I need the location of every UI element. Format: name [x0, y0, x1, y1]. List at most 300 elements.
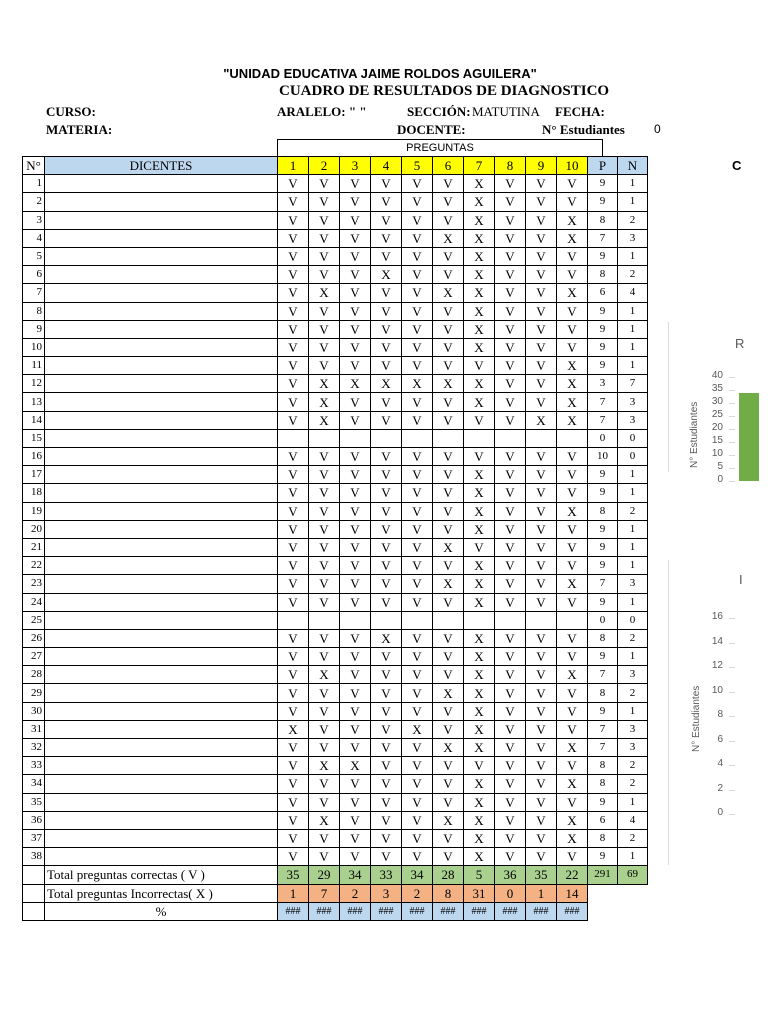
total-incorrect-cell: 1 [526, 884, 557, 902]
answer-cell: V [495, 393, 526, 411]
answer-cell: V [371, 848, 402, 866]
correct-count-cell: 9 [588, 793, 618, 811]
student-name-cell [45, 575, 278, 593]
chart2-ytick-label: 10 [711, 684, 723, 696]
answer-cell: V [495, 375, 526, 393]
answer-cell: V [309, 829, 340, 847]
answer-cell: V [402, 538, 433, 556]
answer-cell [495, 429, 526, 447]
chart-panel-results [668, 322, 768, 485]
answer-cell: V [526, 739, 557, 757]
answer-cell: V [309, 229, 340, 247]
answer-cell: X [557, 211, 588, 229]
table-row [23, 575, 648, 593]
answer-cell: X [557, 393, 588, 411]
preguntas-header: PREGUNTAS [277, 139, 603, 156]
answer-cell: V [278, 575, 309, 593]
answer-cell: V [278, 739, 309, 757]
answer-cell: X [464, 229, 495, 247]
student-name-cell [45, 338, 278, 356]
answer-cell: V [433, 593, 464, 611]
answer-cell: V [371, 302, 402, 320]
answer-cell: V [402, 357, 433, 375]
table-row [23, 702, 648, 720]
correct-count-cell: 3 [588, 375, 618, 393]
answer-cell: V [371, 702, 402, 720]
answer-cell: V [278, 302, 309, 320]
total-correct-cell: 22 [557, 866, 588, 884]
answer-cell: V [495, 848, 526, 866]
answer-cell: V [557, 320, 588, 338]
correct-count-cell: 8 [588, 211, 618, 229]
answer-cell: V [526, 175, 557, 193]
answer-cell: V [402, 448, 433, 466]
answer-cell: V [278, 811, 309, 829]
answer-cell: V [526, 593, 557, 611]
student-name-cell [45, 648, 278, 666]
answer-cell: V [340, 557, 371, 575]
answer-cell: V [278, 702, 309, 720]
answer-cell: X [433, 811, 464, 829]
answer-cell: V [278, 247, 309, 265]
table-row [23, 375, 648, 393]
total-incorrect-cell: 14 [557, 884, 588, 902]
row-number: 3 [23, 211, 45, 229]
total-incorrect-cell: 0 [495, 884, 526, 902]
answer-cell [340, 611, 371, 629]
answer-cell: V [433, 557, 464, 575]
answer-cell: V [371, 466, 402, 484]
row-number: 13 [23, 393, 45, 411]
answer-cell: V [340, 193, 371, 211]
answer-cell: X [464, 811, 495, 829]
incorrect-count-cell: 2 [618, 829, 648, 847]
answer-cell: V [433, 829, 464, 847]
percent-cell: ### [526, 902, 557, 920]
chart1-ytick-mark [729, 390, 735, 391]
percent-cell: ### [309, 902, 340, 920]
answer-cell: X [557, 284, 588, 302]
answer-cell: V [526, 811, 557, 829]
answer-cell: V [340, 502, 371, 520]
answer-cell [402, 611, 433, 629]
total-correct-n: 69 [618, 866, 648, 884]
incorrect-count-cell: 1 [618, 593, 648, 611]
table-row [23, 175, 648, 193]
answer-cell: V [371, 811, 402, 829]
question-header: 10 [557, 157, 588, 175]
answer-cell: V [340, 175, 371, 193]
answer-cell: V [557, 848, 588, 866]
answer-cell: V [340, 829, 371, 847]
chart2-ytick-label: 2 [717, 782, 723, 794]
answer-cell: V [278, 338, 309, 356]
answer-cell: V [526, 702, 557, 720]
student-name-cell [45, 357, 278, 375]
answer-cell: V [278, 284, 309, 302]
answer-cell: X [464, 593, 495, 611]
correct-count-cell: 9 [588, 466, 618, 484]
answer-cell: V [371, 557, 402, 575]
chart2-title: I [739, 572, 743, 587]
answer-cell: V [402, 775, 433, 793]
answer-cell: V [402, 247, 433, 265]
answer-cell: X [464, 684, 495, 702]
answer-cell: V [371, 648, 402, 666]
answer-cell: X [464, 175, 495, 193]
answer-cell: V [340, 211, 371, 229]
answer-cell: V [340, 247, 371, 265]
answer-cell: V [402, 302, 433, 320]
chart1-ytick-label: 5 [717, 461, 723, 472]
table-row [23, 302, 648, 320]
answer-cell: V [371, 411, 402, 429]
answer-cell: V [464, 357, 495, 375]
table-row [23, 338, 648, 356]
answer-cell: V [557, 557, 588, 575]
answer-cell: V [495, 720, 526, 738]
answer-cell: V [340, 811, 371, 829]
answer-cell: V [433, 302, 464, 320]
student-name-cell [45, 484, 278, 502]
chart1-ytick-label: 30 [711, 396, 723, 407]
answer-cell: X [464, 575, 495, 593]
table-row [23, 557, 648, 575]
answer-cell: V [371, 538, 402, 556]
answer-cell: V [402, 557, 433, 575]
correct-count-cell: 9 [588, 538, 618, 556]
answer-cell: X [557, 375, 588, 393]
chart2-ytick-mark [729, 618, 735, 619]
student-name-cell [45, 666, 278, 684]
chart-panel-incorrect [668, 560, 768, 865]
incorrect-count-cell: 0 [618, 429, 648, 447]
table-row [23, 320, 648, 338]
answer-cell: X [464, 193, 495, 211]
answer-cell: V [278, 211, 309, 229]
row-number: 31 [23, 720, 45, 738]
answer-cell: X [464, 793, 495, 811]
correct-count-cell: 9 [588, 175, 618, 193]
answer-cell: X [371, 266, 402, 284]
answer-cell: V [433, 484, 464, 502]
answer-cell [371, 429, 402, 447]
answer-cell: V [495, 338, 526, 356]
incorrect-count-cell: 2 [618, 211, 648, 229]
row-number: 30 [23, 702, 45, 720]
answer-cell: X [464, 829, 495, 847]
answer-cell: V [278, 502, 309, 520]
correct-count-cell: 8 [588, 757, 618, 775]
answer-cell: X [433, 739, 464, 757]
student-name-cell [45, 520, 278, 538]
row-number: 36 [23, 811, 45, 829]
student-name-cell [45, 684, 278, 702]
answer-cell: V [402, 520, 433, 538]
answer-cell [557, 429, 588, 447]
table-row [23, 229, 648, 247]
answer-cell: X [464, 520, 495, 538]
answer-cell: V [433, 320, 464, 338]
answer-cell: V [340, 466, 371, 484]
answer-cell: V [278, 520, 309, 538]
student-name-cell [45, 302, 278, 320]
total-incorrect-cell: 3 [371, 884, 402, 902]
question-header: 7 [464, 157, 495, 175]
answer-cell: V [402, 193, 433, 211]
chart2-ytick-label: 14 [711, 635, 723, 647]
answer-cell: V [309, 466, 340, 484]
answer-cell [557, 611, 588, 629]
table-row [23, 793, 648, 811]
answer-cell: V [495, 284, 526, 302]
row-number: 23 [23, 575, 45, 593]
answer-cell: V [402, 702, 433, 720]
answer-cell: X [464, 266, 495, 284]
answer-cell: V [495, 211, 526, 229]
answer-cell: V [495, 302, 526, 320]
total-incorrect-cell: 1 [278, 884, 309, 902]
answer-cell: V [278, 266, 309, 284]
answer-cell: X [557, 229, 588, 247]
answer-cell: X [464, 666, 495, 684]
incorrect-count-cell: 7 [618, 375, 648, 393]
seccion-value: MATUTINA [472, 104, 540, 119]
incorrect-count-cell: 1 [618, 247, 648, 265]
incorrect-count-cell: 1 [618, 320, 648, 338]
answer-cell: V [495, 466, 526, 484]
answer-cell: X [526, 411, 557, 429]
correct-count-cell: 7 [588, 666, 618, 684]
question-header: 5 [402, 157, 433, 175]
correct-count-cell: 7 [588, 739, 618, 757]
answer-cell: V [495, 175, 526, 193]
student-name-cell [45, 702, 278, 720]
answer-cell: V [371, 593, 402, 611]
answer-cell: V [495, 593, 526, 611]
table-row [23, 611, 648, 629]
answer-cell: V [557, 684, 588, 702]
student-name-cell [45, 538, 278, 556]
incorrect-count-cell: 1 [618, 557, 648, 575]
answer-cell: V [557, 193, 588, 211]
answer-cell: V [495, 357, 526, 375]
answer-cell: V [340, 448, 371, 466]
col-number-header: N° [23, 157, 45, 175]
percent-cell: ### [340, 902, 371, 920]
answer-cell: X [340, 757, 371, 775]
blank-cell [23, 902, 45, 920]
answer-cell: V [309, 175, 340, 193]
estudiantes-value: 0 [654, 122, 661, 136]
student-name-cell [45, 193, 278, 211]
percent-cell: ### [278, 902, 309, 920]
answer-cell: V [433, 193, 464, 211]
student-name-cell [45, 848, 278, 866]
answer-cell: V [495, 502, 526, 520]
answer-cell: V [402, 284, 433, 302]
question-header: 8 [495, 157, 526, 175]
student-name-cell [45, 557, 278, 575]
row-number: 34 [23, 775, 45, 793]
answer-cell: V [433, 411, 464, 429]
answer-cell: V [526, 575, 557, 593]
chart1-ytick-mark [729, 468, 735, 469]
chart1-ytick-mark [729, 377, 735, 378]
correct-count-cell: 9 [588, 648, 618, 666]
answer-cell: V [526, 375, 557, 393]
answer-cell: X [464, 848, 495, 866]
answer-cell: V [433, 720, 464, 738]
answer-cell: V [526, 338, 557, 356]
answer-cell: V [557, 466, 588, 484]
answer-cell [402, 429, 433, 447]
results-table [22, 156, 648, 921]
answer-cell: V [433, 520, 464, 538]
answer-cell: V [278, 629, 309, 647]
answer-cell: X [464, 466, 495, 484]
answer-cell [495, 611, 526, 629]
answer-cell: V [309, 266, 340, 284]
total-correct-cell: 35 [526, 866, 557, 884]
answer-cell: V [433, 393, 464, 411]
answer-cell: V [371, 666, 402, 684]
chart1-bar [739, 393, 759, 481]
student-name-cell [45, 629, 278, 647]
table-row [23, 775, 648, 793]
answer-cell: V [309, 684, 340, 702]
answer-cell: X [464, 739, 495, 757]
answer-cell: X [557, 739, 588, 757]
answer-cell: V [495, 648, 526, 666]
row-number: 2 [23, 193, 45, 211]
answer-cell: V [526, 266, 557, 284]
answer-cell: V [371, 175, 402, 193]
answer-cell: V [371, 793, 402, 811]
answer-cell: V [433, 775, 464, 793]
answer-cell: V [433, 848, 464, 866]
chart2-ytick-mark [729, 814, 735, 815]
answer-cell: V [371, 757, 402, 775]
correct-count-cell: 0 [588, 429, 618, 447]
chart1-ytick-mark [729, 442, 735, 443]
answer-cell: X [309, 393, 340, 411]
answer-cell: V [526, 229, 557, 247]
row-number: 20 [23, 520, 45, 538]
answer-cell: V [526, 684, 557, 702]
answer-cell: V [340, 629, 371, 647]
answer-cell: V [371, 229, 402, 247]
answer-cell: V [309, 247, 340, 265]
correct-count-cell: 10 [588, 448, 618, 466]
answer-cell [433, 611, 464, 629]
answer-cell: V [340, 266, 371, 284]
chart1-ytick-label: 25 [711, 409, 723, 420]
incorrect-count-cell: 1 [618, 793, 648, 811]
answer-cell: V [278, 775, 309, 793]
student-name-cell [45, 775, 278, 793]
answer-cell: V [309, 557, 340, 575]
student-name-cell [45, 266, 278, 284]
answer-cell: V [557, 338, 588, 356]
answer-cell: V [557, 247, 588, 265]
answer-cell: V [340, 702, 371, 720]
correct-count-cell: 8 [588, 775, 618, 793]
table-row [23, 757, 648, 775]
answer-cell: V [371, 720, 402, 738]
table-row [23, 429, 648, 447]
answer-cell: V [371, 575, 402, 593]
incorrect-count-cell: 1 [618, 302, 648, 320]
answer-cell: V [402, 266, 433, 284]
answer-cell: X [433, 229, 464, 247]
answer-cell: V [371, 193, 402, 211]
answer-cell: X [464, 629, 495, 647]
answer-cell: V [309, 648, 340, 666]
row-number: 24 [23, 593, 45, 611]
answer-cell: V [402, 484, 433, 502]
question-header: 3 [340, 157, 371, 175]
incorrect-count-cell: 1 [618, 848, 648, 866]
answer-cell: X [464, 211, 495, 229]
chart1-ytick-mark [729, 429, 735, 430]
row-number: 26 [23, 629, 45, 647]
student-name-cell [45, 411, 278, 429]
docente-label: DOCENTE: [397, 122, 466, 137]
answer-cell: V [340, 575, 371, 593]
answer-cell: V [309, 211, 340, 229]
question-header: 2 [309, 157, 340, 175]
answer-cell: V [526, 520, 557, 538]
answer-cell: V [526, 502, 557, 520]
answer-cell: V [495, 702, 526, 720]
answer-cell: V [495, 793, 526, 811]
answer-cell: X [557, 829, 588, 847]
answer-cell: V [495, 247, 526, 265]
chart1-ytick-label: 40 [711, 370, 723, 381]
answer-cell: X [402, 720, 433, 738]
answer-cell: V [557, 757, 588, 775]
answer-cell: X [464, 320, 495, 338]
answer-cell: V [557, 538, 588, 556]
answer-cell [371, 611, 402, 629]
answer-cell: V [526, 393, 557, 411]
answer-cell: V [402, 684, 433, 702]
answer-cell [433, 429, 464, 447]
answer-cell: V [309, 193, 340, 211]
answer-cell: V [278, 193, 309, 211]
answer-cell: V [526, 211, 557, 229]
percent-label: % [45, 902, 278, 920]
chart2-ytick-mark [729, 667, 735, 668]
answer-cell: V [402, 593, 433, 611]
answer-cell: V [402, 811, 433, 829]
answer-cell: V [526, 557, 557, 575]
answer-cell: V [309, 593, 340, 611]
table-row [23, 629, 648, 647]
table-row [23, 829, 648, 847]
answer-cell: X [464, 557, 495, 575]
col-name-header: DICENTES [45, 157, 278, 175]
answer-cell: V [402, 629, 433, 647]
table-row [23, 448, 648, 466]
row-number: 11 [23, 357, 45, 375]
answer-cell: V [371, 211, 402, 229]
total-correct-cell: 35 [278, 866, 309, 884]
answer-cell: V [340, 648, 371, 666]
student-name-cell [45, 757, 278, 775]
incorrect-count-cell: 1 [618, 702, 648, 720]
